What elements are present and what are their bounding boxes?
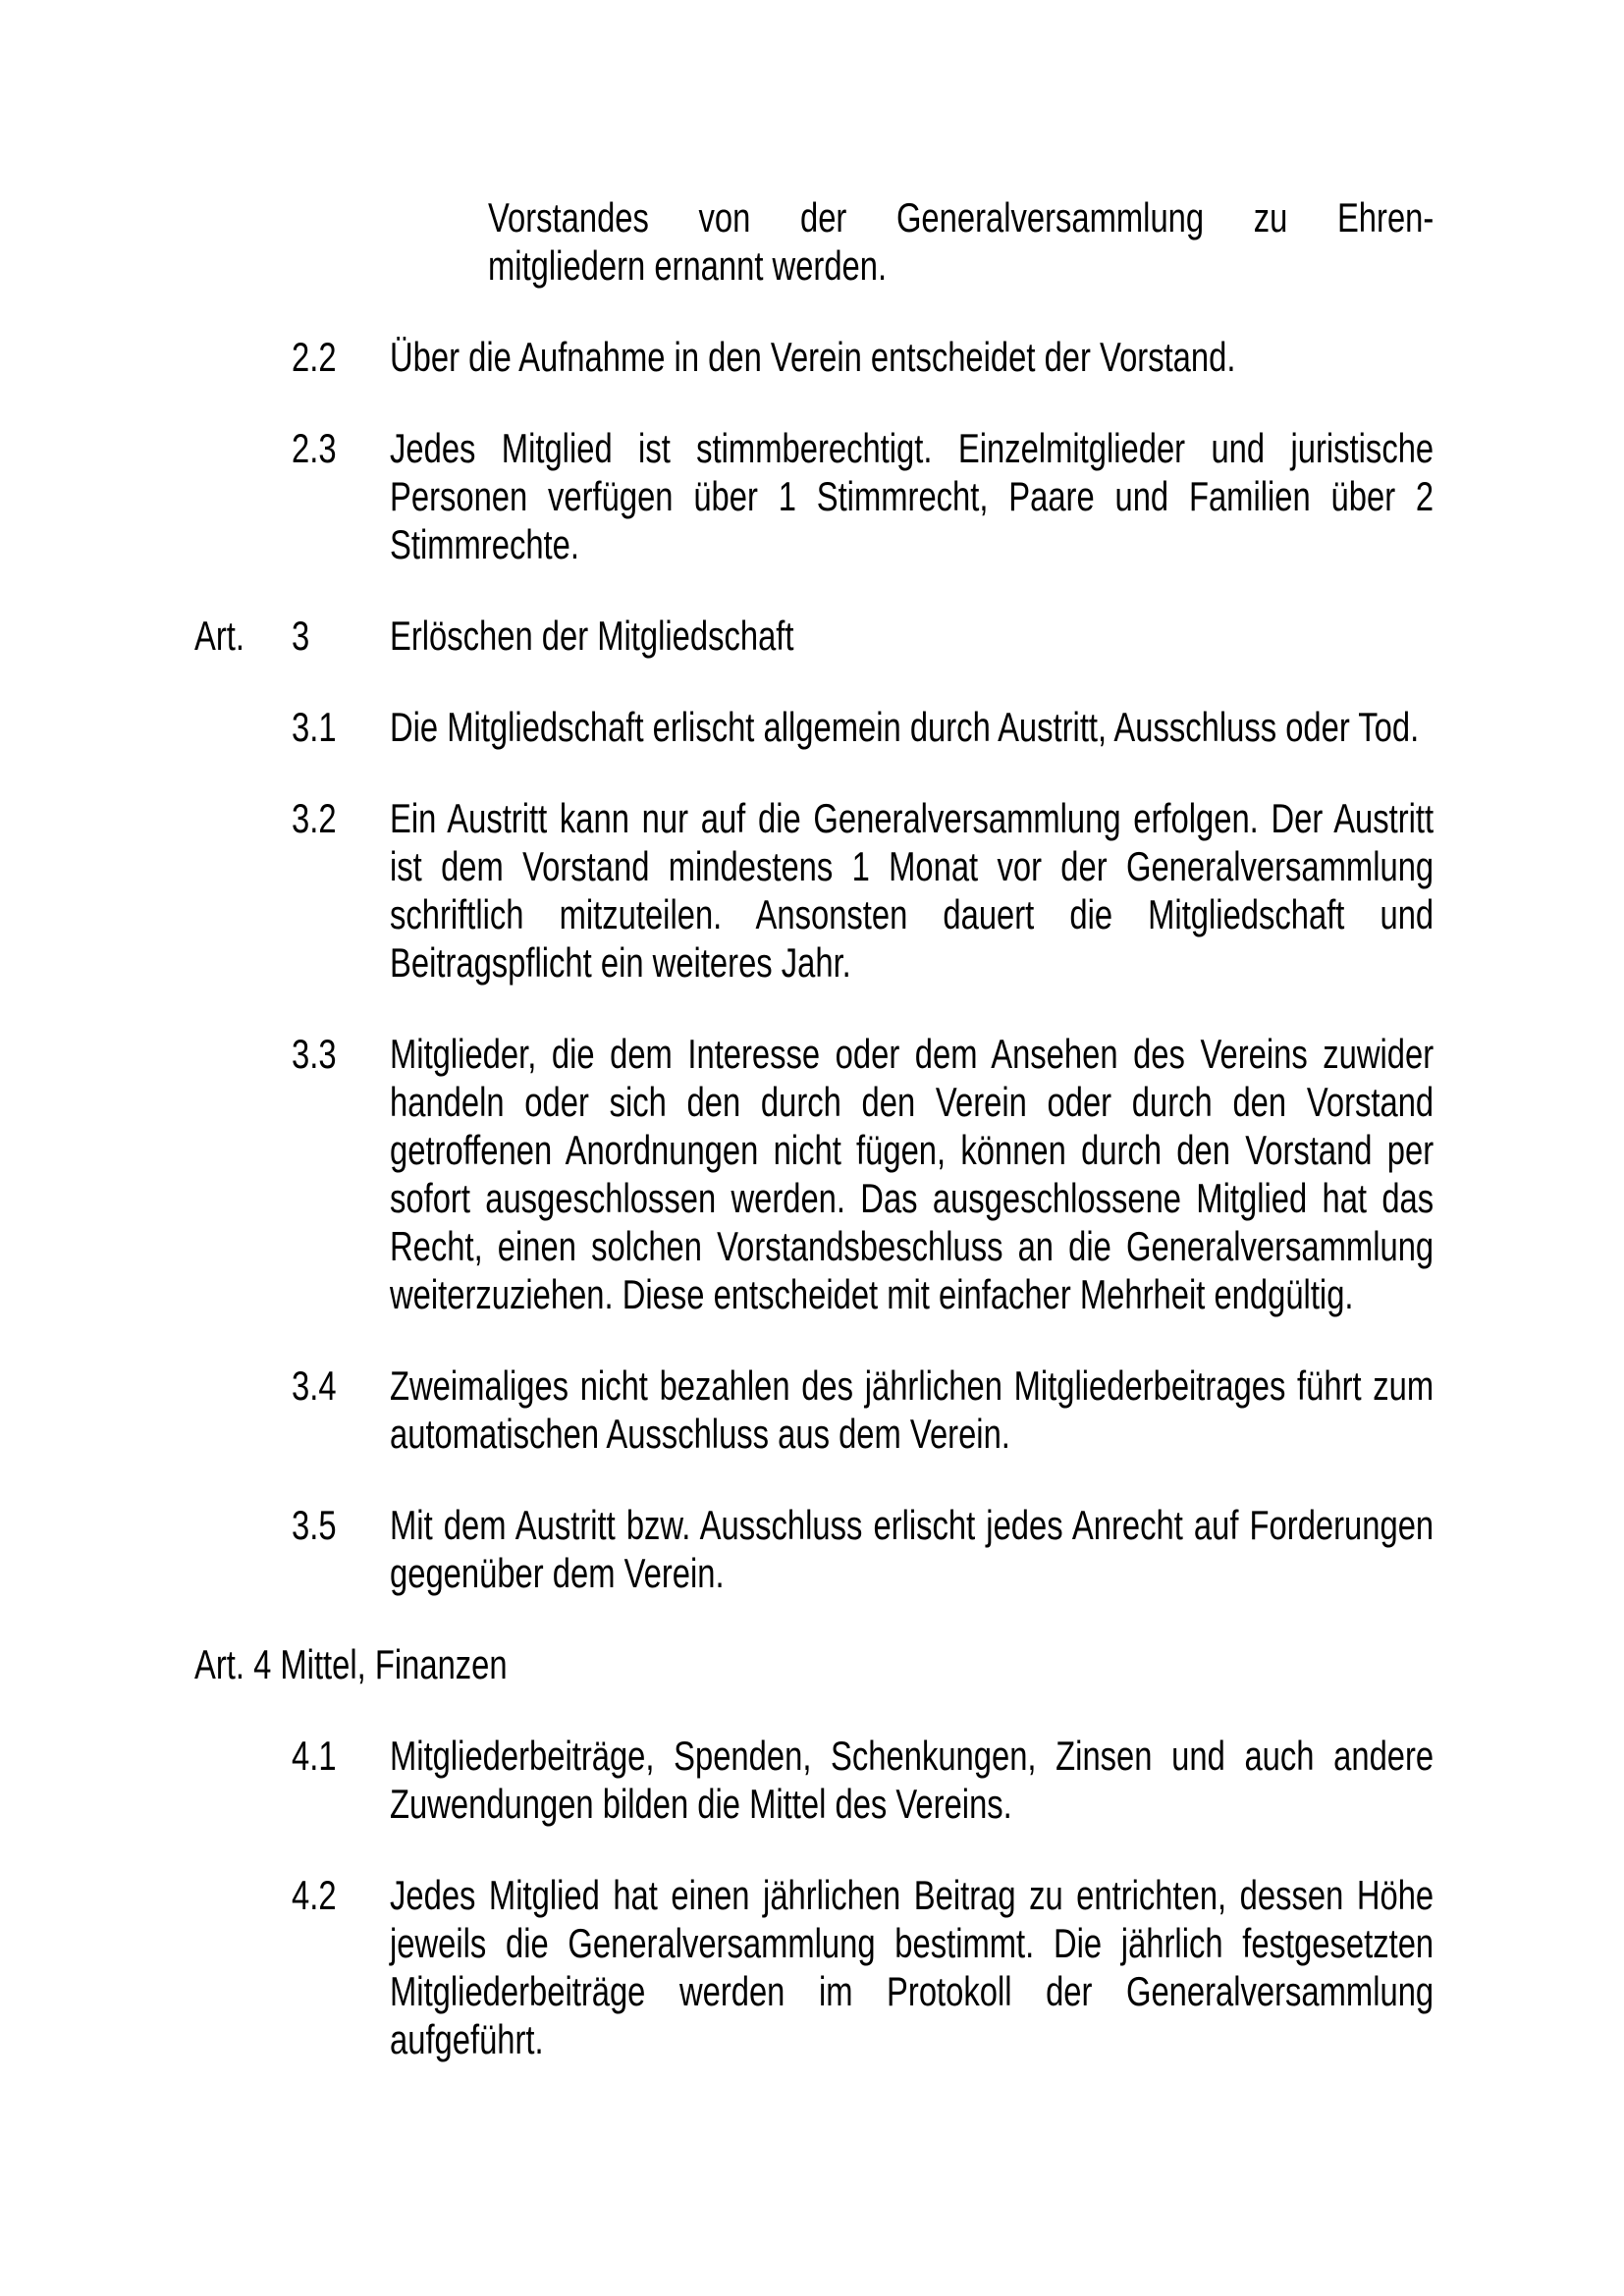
clause-row xyxy=(194,703,1624,751)
clause-number: 4.2 xyxy=(292,1872,337,1918)
clause-text: Ein Austritt kann nur auf die Generalversammlung erfolgen. Der Austritt ist dem Vorstand mindestens 1 Monat vor der Generalversammlung schriftlich mitzuteilen. Ansonsten dauert die Mitgliedschaft und Beitragspflicht ein weiteres Jahr. xyxy=(390,795,1435,986)
article-title: Erlöschen der Mitgliedschaft xyxy=(390,613,794,659)
clause-row xyxy=(194,1871,1624,2063)
clause-row xyxy=(194,1362,1624,1458)
clause-text: Mitglieder, die dem Interesse oder dem Ansehen des Vereins zuwider handeln oder sich den durch den Verein oder durch den Vorstand getroffenen Anordnungen nicht fügen, können durch den Vorstand per sofort ausgeschlossen werden. Das ausgeschlossene Mitglied hat das Recht, einen solchen Vorstandsbeschluss an die Generalversammlung weiterzuziehen. Diese entscheidet mit einfacher Mehrheit endgültig. xyxy=(390,1031,1435,1317)
article-number: 3 xyxy=(292,613,310,659)
clause-text: Mitgliederbeiträge, Spenden, Schenkungen, Zinsen und auch andere Zuwendungen bilden die Mittel des Vereins. xyxy=(390,1733,1435,1827)
clause-number: 2.2 xyxy=(292,334,337,380)
clause-number: 3.5 xyxy=(292,1502,337,1548)
clause-text: Die Mitgliedschaft erlischt allgemein durch Austritt, Ausschluss oder Tod. xyxy=(390,704,1420,750)
clause-row xyxy=(194,1501,1624,1597)
clause-number: 4.1 xyxy=(292,1733,337,1779)
clause-row xyxy=(194,1030,1624,1318)
continuation-line: mitgliedern ernannt werden. xyxy=(488,242,888,289)
clause-row xyxy=(194,333,1624,381)
clause-text: Über die Aufnahme in den Verein entscheidet der Vorstand. xyxy=(390,334,1236,380)
clause-text: Zweimaliges nicht bezahlen des jährlichen Mitgliederbeitrages führt zum automatischen Ausschluss aus dem Verein. xyxy=(390,1362,1435,1457)
clause-row xyxy=(194,1732,1624,1828)
clause-number: 3.3 xyxy=(292,1031,337,1077)
clause-text: Jedes Mitglied hat einen jährlichen Beitrag zu entrichten, dessen Höhe jeweils die Generalversammlung bestimmt. Die jährlich festgesetzten Mitgliederbeiträge werden im Protokoll der Generalversammlung aufgeführt. xyxy=(390,1872,1435,2062)
clause-number: 2.3 xyxy=(292,425,337,471)
clause-row xyxy=(194,794,1624,987)
sections-container xyxy=(194,333,1624,2063)
clause-number: 3.2 xyxy=(292,795,337,841)
clause-text: Mit dem Austritt bzw. Ausschluss erlischt jedes Anrecht auf Forderungen gegenüber dem Verein. xyxy=(390,1502,1435,1596)
continuation-line: Vorstandes von der Generalversammlung zu Ehren- xyxy=(488,194,1435,240)
clause-number: 3.1 xyxy=(292,704,337,750)
article-heading-inline: Art. 4 Mittel, Finanzen xyxy=(194,1641,508,1687)
clause-number: 3.4 xyxy=(292,1362,337,1409)
article-label: Art. xyxy=(194,613,244,659)
clause-text: Jedes Mitglied ist stimmberechtigt. Einzelmitglieder und juristische Personen verfügen über 1 Stimmrecht, Paare und Familien über 2 Stimmrechte. xyxy=(390,425,1435,567)
clause-row xyxy=(194,424,1624,568)
article-heading-row xyxy=(194,612,1624,660)
continuation-paragraph xyxy=(488,193,1434,290)
